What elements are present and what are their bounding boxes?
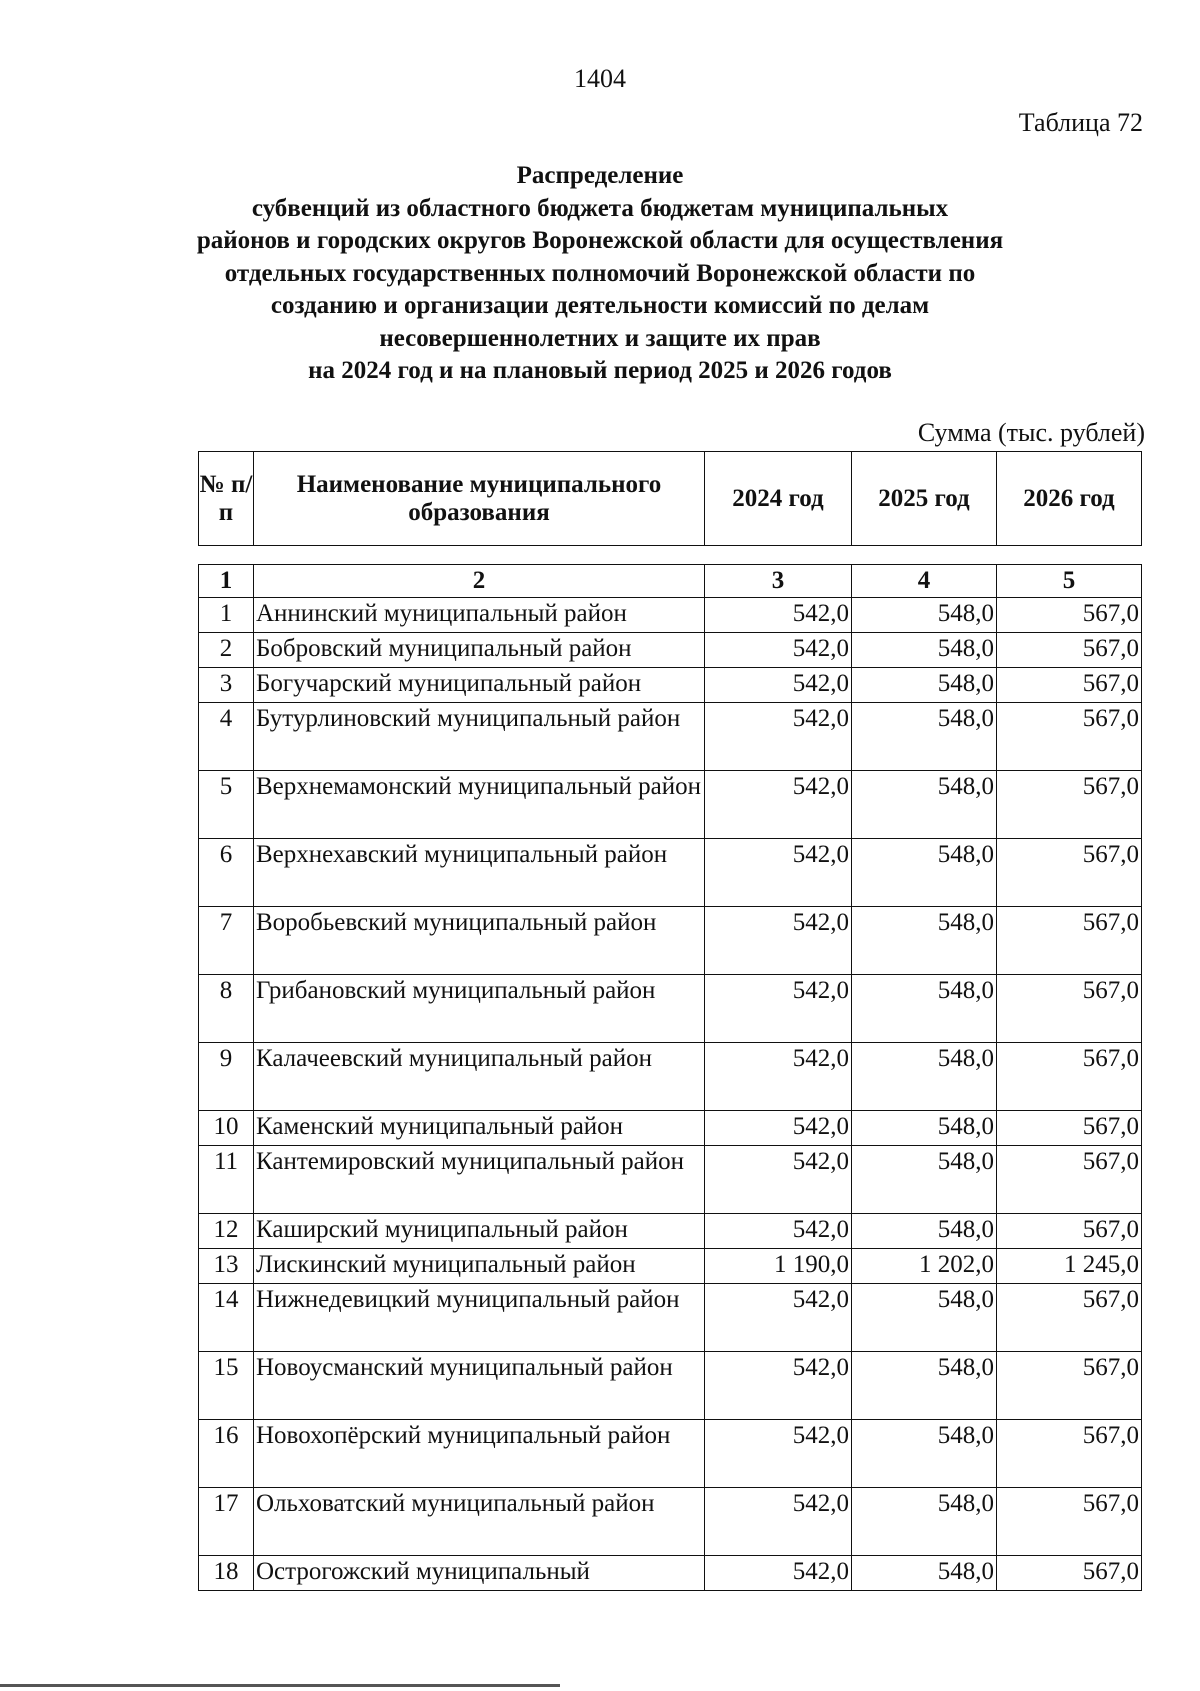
- row-value-2024: 542,0: [705, 1352, 852, 1420]
- row-value-2025: 548,0: [852, 1111, 997, 1146]
- row-number: 9: [199, 1043, 254, 1111]
- table-label: Таблица 72: [1018, 108, 1143, 137]
- row-number: 14: [199, 1284, 254, 1352]
- header-number: № п/п: [199, 452, 254, 546]
- table-row: [199, 1214, 1142, 1249]
- row-value-2026: 567,0: [997, 1488, 1142, 1556]
- row-value-2025: 548,0: [852, 703, 997, 771]
- row-name: Новоусманский муниципальный район: [254, 1352, 705, 1420]
- column-number: 3: [705, 565, 852, 598]
- column-number: 5: [997, 565, 1142, 598]
- row-value-2024: 542,0: [705, 1284, 852, 1352]
- row-value-2026: 567,0: [997, 975, 1142, 1043]
- column-number: 4: [852, 565, 997, 598]
- row-value-2024: 542,0: [705, 771, 852, 839]
- column-number: 1: [199, 565, 254, 598]
- row-number: 1: [199, 598, 254, 633]
- row-value-2024: 542,0: [705, 975, 852, 1043]
- table-row: [199, 1556, 1142, 1591]
- row-number: 15: [199, 1352, 254, 1420]
- row-value-2024: 542,0: [705, 1111, 852, 1146]
- table-row: [199, 1043, 1142, 1111]
- row-value-2025: 548,0: [852, 598, 997, 633]
- row-name: Аннинский муниципальный район: [254, 598, 705, 633]
- row-number: 11: [199, 1146, 254, 1214]
- title-line: субвенций из областного бюджета бюджетам муниципальных: [251, 194, 949, 222]
- table-row: [199, 1488, 1142, 1556]
- row-value-2025: 548,0: [852, 1556, 997, 1591]
- table-row: [199, 1111, 1142, 1146]
- table-row: [199, 1249, 1142, 1284]
- table-row: [199, 633, 1142, 668]
- row-name: Острогожский муниципальный: [254, 1556, 705, 1591]
- row-value-2025: 548,0: [852, 633, 997, 668]
- row-number: 2: [199, 633, 254, 668]
- table-row: [199, 1352, 1142, 1420]
- row-number: 12: [199, 1214, 254, 1249]
- row-value-2026: 567,0: [997, 1556, 1142, 1591]
- row-value-2024: 542,0: [705, 1556, 852, 1591]
- footer-rule: [0, 1684, 560, 1687]
- row-value-2025: 1 202,0: [852, 1249, 997, 1284]
- row-value-2025: 548,0: [852, 975, 997, 1043]
- table-row: [199, 975, 1142, 1043]
- row-number: 3: [199, 668, 254, 703]
- row-value-2025: 548,0: [852, 1488, 997, 1556]
- table-row: [199, 1146, 1142, 1214]
- row-number: 5: [199, 771, 254, 839]
- table-row: [199, 771, 1142, 839]
- row-value-2024: 542,0: [705, 907, 852, 975]
- row-number: 13: [199, 1249, 254, 1284]
- row-value-2025: 548,0: [852, 907, 997, 975]
- row-value-2026: 567,0: [997, 839, 1142, 907]
- header-2026: 2026 год: [997, 452, 1142, 546]
- row-name: Бутурлиновский муниципальный район: [254, 703, 705, 771]
- row-name: Каменский муниципальный район: [254, 1111, 705, 1146]
- row-value-2024: 542,0: [705, 1420, 852, 1488]
- row-number: 10: [199, 1111, 254, 1146]
- row-number: 6: [199, 839, 254, 907]
- row-value-2024: 542,0: [705, 1043, 852, 1111]
- row-name: Кантемировский муниципальный район: [254, 1146, 705, 1214]
- row-name: Верхнехавский муниципальный район: [254, 839, 705, 907]
- row-value-2026: 567,0: [997, 598, 1142, 633]
- title-line: Распределение: [516, 162, 684, 189]
- row-value-2025: 548,0: [852, 839, 997, 907]
- table-row: [199, 1284, 1142, 1352]
- row-value-2026: 567,0: [997, 771, 1142, 839]
- row-number: 18: [199, 1556, 254, 1591]
- row-value-2024: 542,0: [705, 668, 852, 703]
- row-value-2026: 567,0: [997, 1214, 1142, 1249]
- page-number: 1404: [574, 64, 626, 93]
- table-row: [199, 668, 1142, 703]
- row-name: Калачеевский муниципальный район: [254, 1043, 705, 1111]
- row-value-2024: 542,0: [705, 1488, 852, 1556]
- header-name: Наименование муниципального образования: [254, 452, 705, 546]
- title-line: на 2024 год и на плановый период 2025 и 2026 годов: [308, 357, 892, 384]
- row-value-2025: 548,0: [852, 1214, 997, 1249]
- row-value-2024: 542,0: [705, 1214, 852, 1249]
- row-value-2024: 542,0: [705, 598, 852, 633]
- row-name: Воробьевский муниципальный район: [254, 907, 705, 975]
- row-value-2026: 567,0: [997, 668, 1142, 703]
- row-value-2025: 548,0: [852, 1352, 997, 1420]
- row-name: Верхнемамонский муниципальный район: [254, 771, 705, 839]
- title-line: отдельных государственных полномочий Воронежской области по: [224, 259, 976, 287]
- row-value-2024: 1 190,0: [705, 1249, 852, 1284]
- row-value-2025: 548,0: [852, 1146, 997, 1214]
- data-table: [198, 564, 1142, 1591]
- column-numbers-row: [199, 565, 1142, 598]
- header-2025: 2025 год: [852, 452, 997, 546]
- row-value-2025: 548,0: [852, 1284, 997, 1352]
- document-title: [150, 160, 1050, 388]
- row-number: 8: [199, 975, 254, 1043]
- row-value-2026: 1 245,0: [997, 1249, 1142, 1284]
- header-2024: 2024 год: [705, 452, 852, 546]
- table-row: [199, 1420, 1142, 1488]
- table-row: [199, 839, 1142, 907]
- table-row: [199, 703, 1142, 771]
- row-name: Бобровский муниципальный район: [254, 633, 705, 668]
- row-value-2024: 542,0: [705, 1146, 852, 1214]
- table-row: [199, 598, 1142, 633]
- row-value-2026: 567,0: [997, 907, 1142, 975]
- row-value-2026: 567,0: [997, 1043, 1142, 1111]
- row-name: Нижнедевицкий муниципальный район: [254, 1284, 705, 1352]
- row-name: Новохопёрский муниципальный район: [254, 1420, 705, 1488]
- row-name: Грибановский муниципальный район: [254, 975, 705, 1043]
- row-value-2026: 567,0: [997, 1146, 1142, 1214]
- title-line: несовершеннолетних и защите их прав: [379, 324, 821, 352]
- units-label: Сумма (тыс. рублей): [917, 418, 1145, 447]
- row-number: 17: [199, 1488, 254, 1556]
- row-value-2025: 548,0: [852, 1420, 997, 1488]
- row-value-2024: 542,0: [705, 703, 852, 771]
- row-value-2024: 542,0: [705, 839, 852, 907]
- row-value-2025: 548,0: [852, 668, 997, 703]
- title-line: районов и городских округов Воронежской области для осуществления: [196, 227, 1004, 254]
- table-row: [199, 907, 1142, 975]
- row-value-2025: 548,0: [852, 1043, 997, 1111]
- row-value-2025: 548,0: [852, 771, 997, 839]
- title-line: созданию и организации деятельности комиссий по делам: [270, 292, 930, 319]
- row-number: 4: [199, 703, 254, 771]
- row-value-2026: 567,0: [997, 633, 1142, 668]
- row-name: Каширский муниципальный район: [254, 1214, 705, 1249]
- row-name: Ольховатский муниципальный район: [254, 1488, 705, 1556]
- row-name: Богучарский муниципальный район: [254, 668, 705, 703]
- row-number: 7: [199, 907, 254, 975]
- column-number: 2: [254, 565, 705, 598]
- row-name: Лискинский муниципальный район: [254, 1249, 705, 1284]
- row-value-2024: 542,0: [705, 633, 852, 668]
- row-value-2026: 567,0: [997, 1352, 1142, 1420]
- table-header: [198, 451, 1142, 546]
- row-value-2026: 567,0: [997, 1284, 1142, 1352]
- row-value-2026: 567,0: [997, 1111, 1142, 1146]
- row-value-2026: 567,0: [997, 1420, 1142, 1488]
- row-value-2026: 567,0: [997, 703, 1142, 771]
- row-number: 16: [199, 1420, 254, 1488]
